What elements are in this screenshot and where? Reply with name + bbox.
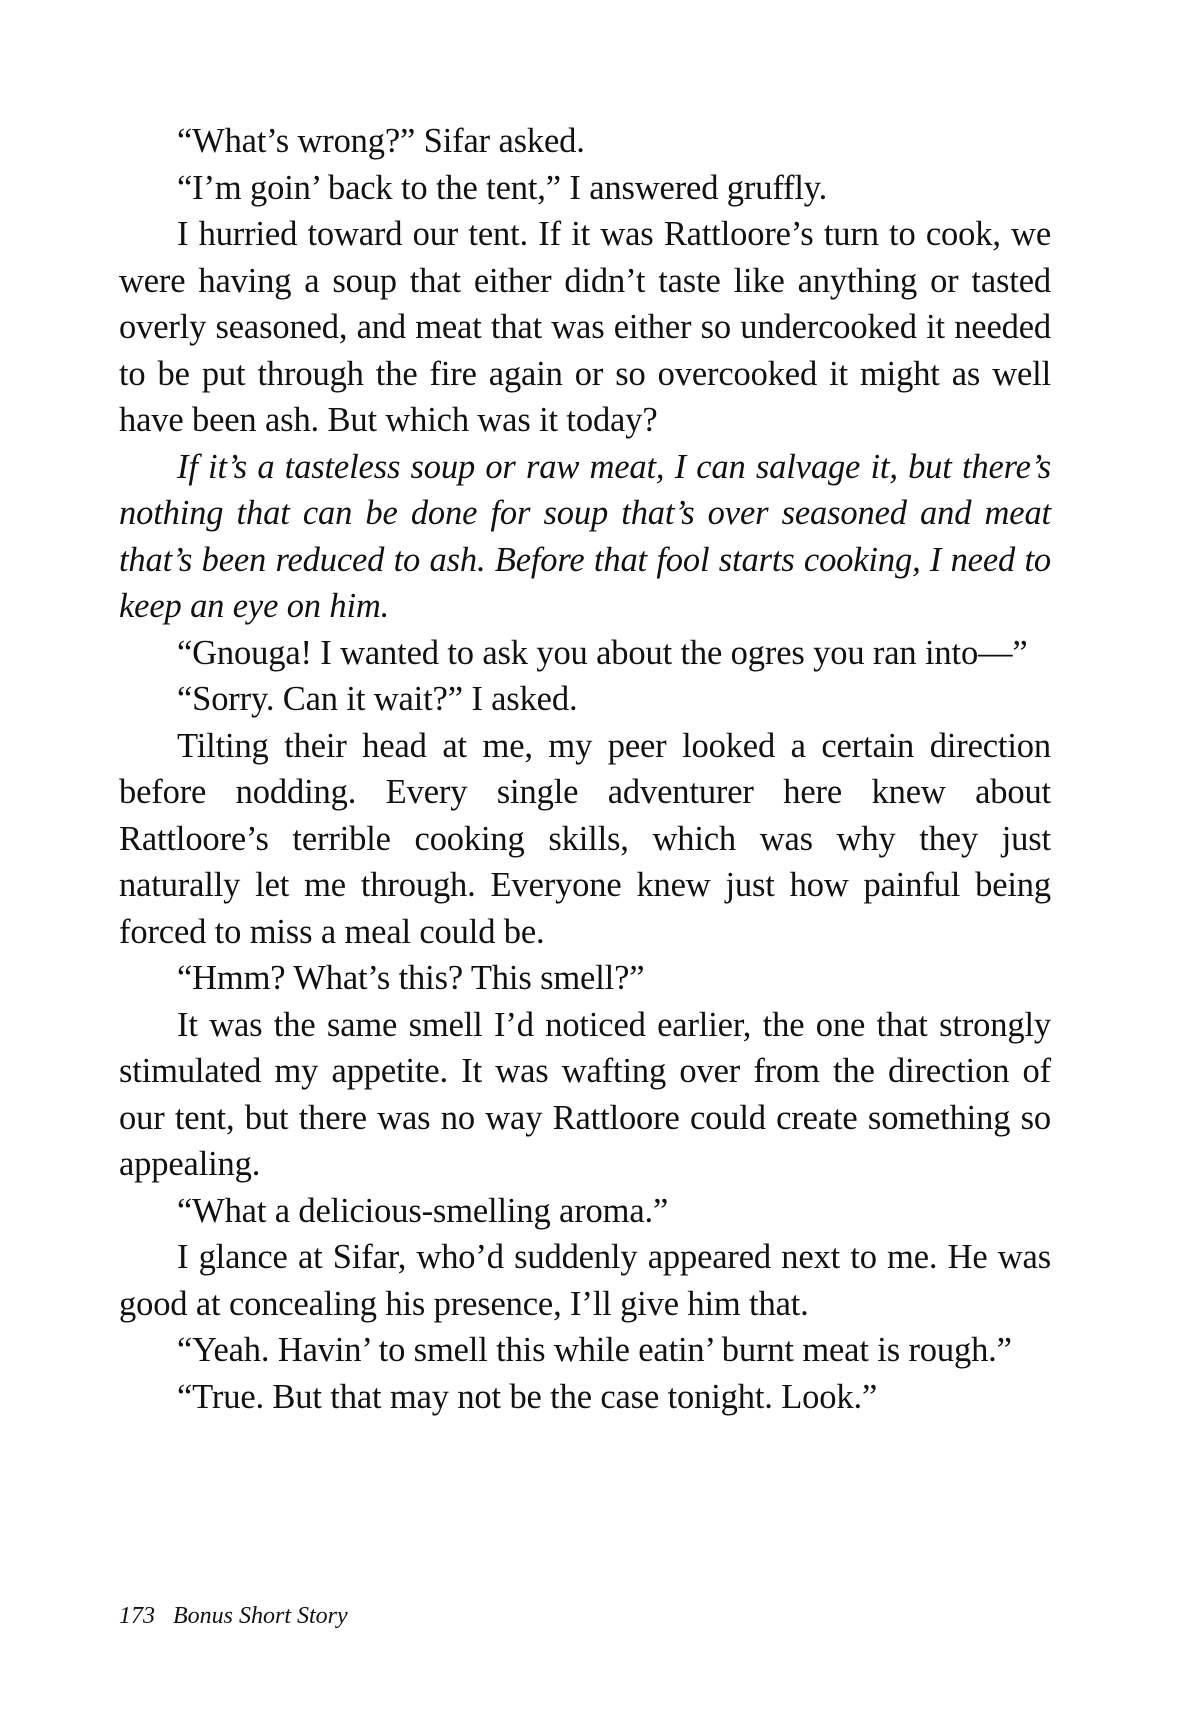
paragraph-4-inner-thought: If it’s a tasteless soup or raw meat, I can salvage it, but there’s nothing that can be done for soup that’s over seasoned and meat that’s been reduced to ash. Before that fool starts cooking, I need to keep an eye on him. [119,447,1051,625]
page-number: 173 [119,1603,155,1629]
paragraph-3: I hurried toward our tent. If it was Rattloore’s turn to cook, we were having a soup that either didn’t taste like anything or tasted overly seasoned, and meat that was either so undercooked it needed to be put through the fire again or so overcooked it might as well have been ash. But which was it today? [119,215,1051,439]
paragraph-8: “Hmm? What’s this? This smell?” [177,959,645,997]
section-title: Bonus Short Story [173,1603,348,1629]
paragraph-1: “What’s wrong?” Sifar asked. [177,122,585,160]
paragraph-7: Tilting their head at me, my peer looked a certain direction before nodding. Every single adventurer here knew about Rattloore’s terrible cooking skills, which was why they just naturally let me through. Everyone knew just how painful being forced to miss a meal could be. [119,726,1051,951]
paragraph-11: I glance at Sifar, who’d suddenly appeared next to me. He was good at concealing his presence, I’ll give him that. [119,1238,1051,1323]
paragraph-6: “Sorry. Can it wait?” I asked. [177,680,578,718]
paragraph-2: “I’m goin’ back to the tent,” I answered gruffly. [177,168,828,207]
paragraph-5: “Gnouga! I wanted to ask you about the ogres you ran into—” [177,633,1028,672]
paragraph-10: “What a delicious-smelling aroma.” [177,1191,669,1230]
paragraph-12: “Yeah. Havin’ to smell this while eatin’ burnt meat is rough.” [177,1331,1012,1369]
page-footer [119,1601,348,1631]
paragraph-13: “True. But that may not be the case tonight. Look.” [177,1377,878,1416]
page-body [119,118,1051,1420]
paragraph-9: It was the same smell I’d noticed earlier, the one that strongly stimulated my appetite. It was wafting over from the direction of our tent, but there was no way Rattloore could create something so appealing. [119,1005,1051,1183]
